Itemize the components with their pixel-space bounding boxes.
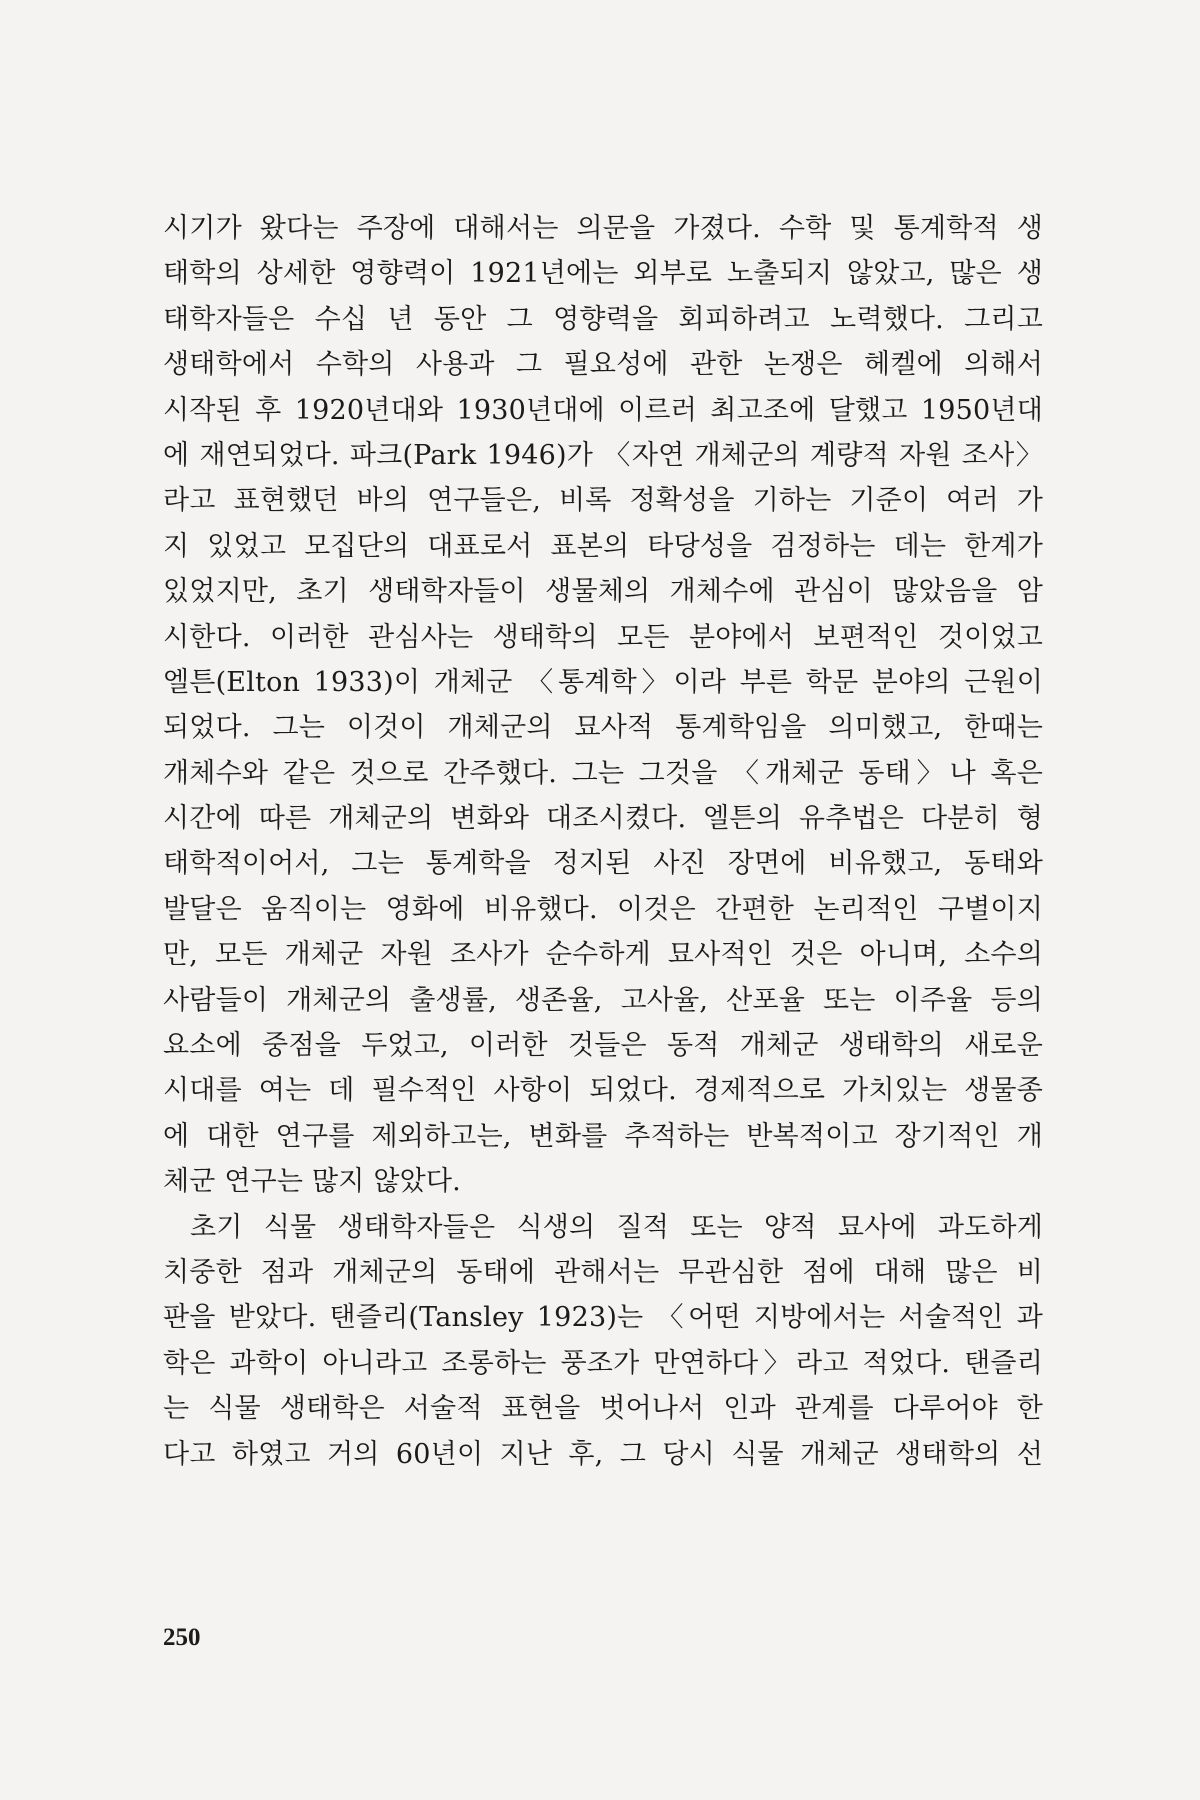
text-line: 시간에 따른 개체군의 변화와 대조시켰다. 엘튼의 유추법은 다분히 형: [163, 803, 1043, 835]
paragraph-2: [163, 1205, 1043, 1477]
text-line: 는 식물 생태학은 서술적 표현을 벗어나서 인과 관계를 다루어야 한: [163, 1393, 1043, 1425]
text-line: 발달은 움직이는 영화에 비유했다. 이것은 간편한 논리적인 구별이지: [163, 893, 1043, 925]
text-line: 지 있었고 모집단의 대표로서 표본의 타당성을 검정하는 데는 한계가: [163, 530, 1043, 562]
text-line: 사람들이 개체군의 출생률, 생존율, 고사율, 산포율 또는 이주율 등의: [163, 984, 1043, 1016]
text-line: 있었지만, 초기 생태학자들이 생물체의 개체수에 관심이 많았음을 암: [163, 576, 1043, 608]
text-line: 요소에 중점을 두었고, 이러한 것들은 동적 개체군 생태학의 새로운: [163, 1030, 1043, 1062]
text-line: 시작된 후 1920년대와 1930년대에 이르러 최고조에 달했고 1950년대: [163, 394, 1043, 426]
text-line: 초기 식물 생태학자들은 식생의 질적 또는 양적 묘사에 과도하게: [190, 1211, 1043, 1243]
text-line: 다고 하였고 거의 60년이 지난 후, 그 당시 식물 개체군 생태학의 선: [163, 1438, 1043, 1470]
text-line: 태학적이어서, 그는 통계학을 정지된 사진 장면에 비유했고, 동태와: [163, 848, 1043, 880]
text-line: 라고 표현했던 바의 연구들은, 비록 정확성을 기하는 기준이 여러 가: [163, 485, 1043, 517]
text-line: 체군 연구는 많지 않았다.: [163, 1166, 461, 1198]
text-line: 엘튼(Elton 1933)이 개체군 〈통계학〉이라 부른 학문 분야의 근원이: [163, 666, 1043, 698]
text-line: 생태학에서 수학의 사용과 그 필요성에 관한 논쟁은 헤켈에 의해서: [163, 349, 1043, 381]
text-line: 시대를 여는 데 필수적인 사항이 되었다. 경제적으로 가치있는 생물종: [163, 1075, 1043, 1107]
text-line: 에 재연되었다. 파크(Park 1946)가 〈자연 개체군의 계량적 자원 조사〉: [163, 439, 1043, 471]
body-text: [163, 206, 1043, 1477]
text-line: 만, 모든 개체군 자원 조사가 순수하게 묘사적인 것은 아니며, 소수의: [163, 939, 1043, 971]
text-line: 되었다. 그는 이것이 개체군의 묘사적 통계학임을 의미했고, 한때는: [163, 712, 1043, 744]
text-line: 치중한 점과 개체군의 동태에 관해서는 무관심한 점에 대해 많은 비: [163, 1256, 1043, 1288]
page-number: 250: [163, 1624, 201, 1651]
text-line: 판을 받았다. 탠즐리(Tansley 1923)는 〈어떤 지방에서는 서술적인 과: [163, 1302, 1043, 1334]
text-line: 개체수와 같은 것으로 간주했다. 그는 그것을 〈개체군 동태〉나 혹은: [163, 757, 1043, 789]
text-line: 학은 과학이 아니라고 조롱하는 풍조가 만연하다〉라고 적었다. 탠즐리: [163, 1347, 1043, 1379]
text-line: 시한다. 이러한 관심사는 생태학의 모든 분야에서 보편적인 것이었고: [163, 621, 1043, 653]
text-line: 태학의 상세한 영향력이 1921년에는 외부로 노출되지 않았고, 많은 생: [163, 258, 1043, 290]
text-line: 태학자들은 수십 년 동안 그 영향력을 회피하려고 노력했다. 그리고: [163, 303, 1043, 335]
paragraph-1: [163, 206, 1043, 1205]
text-line: 에 대한 연구를 제외하고는, 변화를 추적하는 반복적이고 장기적인 개: [163, 1120, 1043, 1152]
text-line: 시기가 왔다는 주장에 대해서는 의문을 가졌다. 수학 및 통계학적 생: [163, 213, 1043, 244]
